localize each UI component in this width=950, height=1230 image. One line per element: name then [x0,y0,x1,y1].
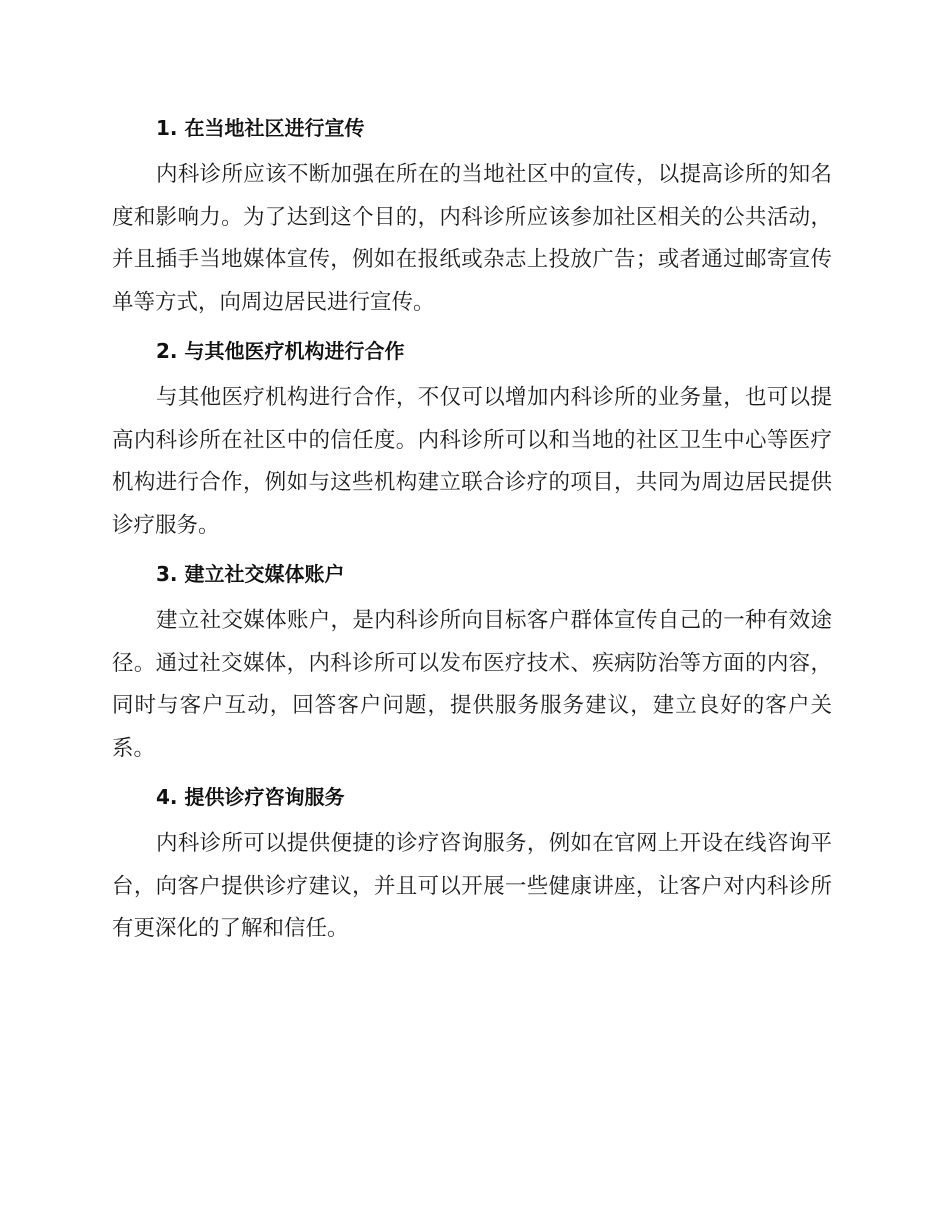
section-consultation-service [112,780,832,951]
section-paragraph: 内科诊所应该不断加强在所在的当地社区中的宣传，以提高诊所的知名度和影响力。为了达到这个目的，内科诊所应该参加社区相关的公共活动，并且插手当地媒体宣传，例如在报纸或杂志上投放广告；或者通过邮寄宣传单等方式，向周边居民进行宣传。 [112,162,832,315]
section-paragraph: 建立社交媒体账户，是内科诊所向目标客户群体宣传自己的一种有效途径。通过社交媒体，内科诊所可以发布医疗技术、疾病防治等方面的内容，同时与客户互动，回答客户问题，提供服务服务建议，建立良好的客户关系。 [112,608,832,761]
document-content [112,111,832,951]
section-medical-cooperation [112,334,832,547]
section-community-promotion [112,111,832,324]
section-heading: 4. 提供诊疗咨询服务 [156,785,345,809]
section-paragraph: 与其他医疗机构进行合作，不仅可以增加内科诊所的业务量，也可以提高内科诊所在社区中的信任度。内科诊所可以和当地的社区卫生中心等医疗机构进行合作，例如与这些机构建立联合诊疗的项目，共同为周边居民提供诊疗服务。 [112,385,832,538]
section-heading: 1. 在当地社区进行宣传 [156,116,365,140]
section-paragraph: 内科诊所可以提供便捷的诊疗咨询服务，例如在官网上开设在线咨询平台，向客户提供诊疗建议，并且可以开展一些健康讲座，让客户对内科诊所有更深化的了解和信任。 [112,831,832,941]
section-heading: 2. 与其他医疗机构进行合作 [156,339,405,363]
section-social-media [112,557,832,770]
section-heading: 3. 建立社交媒体账户 [156,562,345,586]
